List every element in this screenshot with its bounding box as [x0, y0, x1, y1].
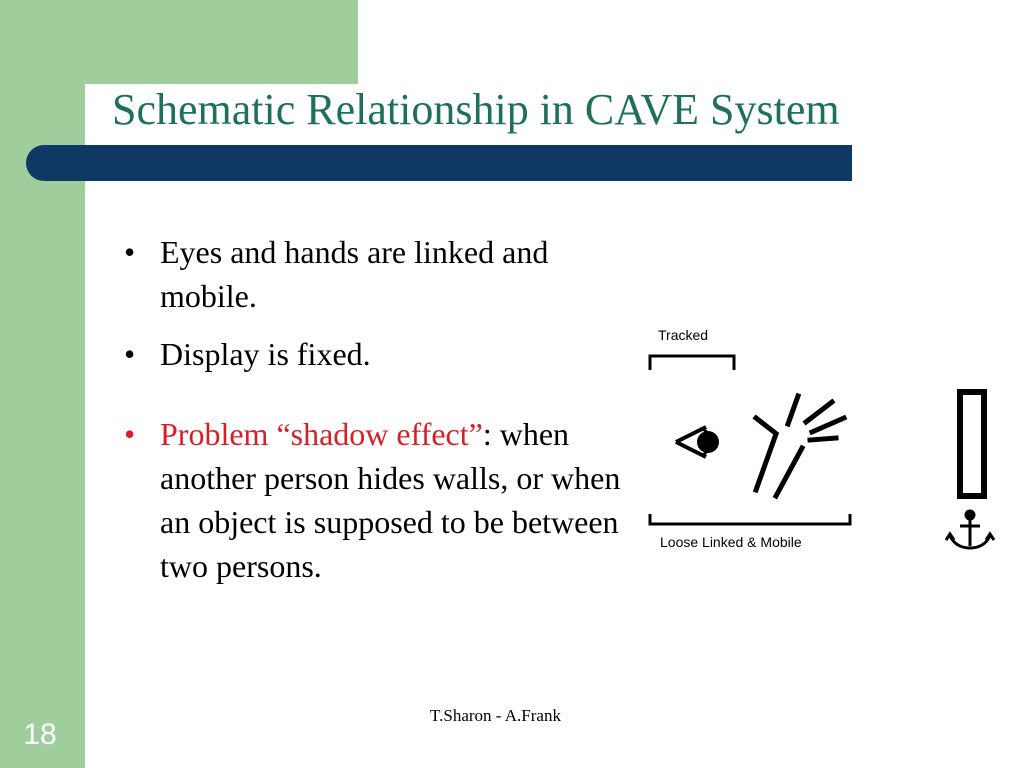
bullet-item: • Eyes and hands are linked and mobile.	[124, 234, 549, 314]
top-green-band	[85, 0, 358, 84]
title-underline-bar	[26, 145, 852, 181]
loose-bracket	[650, 514, 850, 524]
tracked-label: Tracked	[658, 327, 709, 343]
problem-colon: :	[482, 416, 492, 452]
hand-icon	[756, 396, 844, 496]
cave-schematic-diagram	[636, 320, 1020, 580]
bullet-text: Eyes and hands are linked and mobile.	[160, 234, 549, 314]
bullet-text: Display is fixed.	[160, 336, 371, 372]
bullet-item: • Display is fixed.	[124, 336, 371, 372]
bullet-list	[120, 230, 650, 602]
loose-label: Loose Linked & Mobile	[660, 534, 802, 550]
problem-text: when another person hides walls, or when an object is supposed to be between two persons.	[160, 416, 621, 584]
footer-credit: T.Sharon - A.Frank	[430, 706, 561, 725]
tracked-bracket	[650, 356, 734, 370]
problem-highlight: Problem “shadow effect”	[160, 416, 483, 452]
page-number: 18	[23, 718, 57, 751]
screen-icon	[960, 392, 984, 496]
page-title: Schematic Relationship in CAVE System	[112, 85, 840, 134]
anchor-icon	[946, 511, 994, 548]
eye-icon	[676, 427, 719, 457]
bullet-item-problem: • Problem “shadow effect”: when another person hides walls, or when an object is supposed to be between two persons.	[124, 416, 621, 584]
left-green-band	[0, 0, 85, 768]
